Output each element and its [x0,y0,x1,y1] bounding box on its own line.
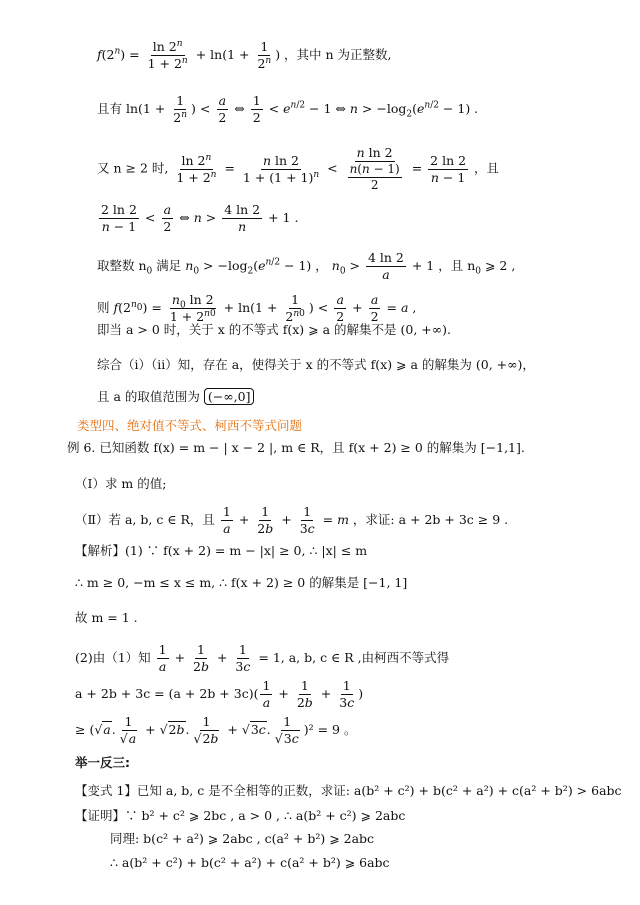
line-3-prefix: 又 n ≥ 2 时, [97,160,169,176]
solution-6: ≥ (√a. $\frac{1}{√a}$ + √2b. $\frac{1}{√2b}$ + √3c. $\frac{1}{√3c}$ )² = 9 。 [75,714,357,746]
solution-4-prefix: (2)由（1）知 [75,649,151,665]
formula-line-4: $\frac{2 \ln 2}{n - 1}$ < $\frac{a}{2}$ ⇔ n > $\frac{4 \ln 2}{n}$ + 1 . [101,202,299,234]
solution-6-prefix: ≥ ( [75,721,95,737]
line-5-prefix: 取整数 n [97,257,147,273]
solution-3: 故 m = 1 . [75,610,138,625]
proof-1: 【证明】∵ b² + c² ⩾ 2bc , a > 0 , ∴ a(b² + c²) ⩾ 2abc [75,808,406,823]
line-2-prefix: 且有 [97,100,123,116]
line-8: 综合（ⅰ）（ⅱ）知，存在 a，使得关于 x 的不等式 f(x) ⩾ a 的解集为 (0, +∞)， [97,357,535,372]
proof-3: ∴ a(b² + c²) + b(c² + a²) + c(a² + b²) ⩾ 6abc [110,855,390,870]
practice-heading: 举一反三: [75,755,130,770]
question-1: （Ⅰ）求 m 的值; [75,476,167,491]
solution-4-suffix: = 1, a, b, c ∈ R ,由柯西不等式得 [258,649,450,665]
line-5-end: ，且 n [438,257,476,273]
formula-line-2: 且有 ln(1 + $\frac{1}{2^n}$ ) < $\frac{a}{2}$ ⇔ $\frac{1}{2}$ < $e^{n/2} - 1$ ⇔ $n > -\log_2(e^{n/2} - 1)$ . [97,93,479,125]
interval-value: (−∞,0] [204,388,255,405]
formula-line-1: $f(2^n)$ = $\frac{\ln 2^n}{1 + 2^n}$ + ln(1 + $\frac{1}{2^n}$ ) ，其中 n 为正整数, [97,38,392,71]
formula-line-1-text: ，其中 n 为正整数, [284,46,392,62]
question-2-prefix: （Ⅱ）若 a, b, c ∈ R，且 [75,511,215,527]
line-3-suffix: ，且 [474,160,500,176]
formula-line-3: 又 n ≥ 2 时, $\frac{\ln 2^n}{1 + 2^n}$ = $\frac{\text{n ln 2}}{1 + (1 + 1)^n}$ < $\frac{\text{n ln 2}}{\frac{n(n - 1)}{2}}$ = $\frac{2 \ln 2}{n - 1}$ ，且 [97,145,500,192]
line-7: 即当 a > 0 时，关于 x 的不等式 f(x) ⩾ a 的解集不是 (0, +∞). [97,322,452,337]
proof-2: 同理: b(c² + a²) ⩾ 2abc , c(a² + b²) ⩾ 2abc [110,831,375,846]
section-title: 类型四、绝对值不等式、柯西不等式问题 [77,418,303,433]
line-5-mid: 满足 [156,257,182,273]
solution-1: 【解析】(1) ∵ f(x + 2) = m − |x| ≥ 0, ∴ |x| ≤ m [75,543,368,558]
question-2: （Ⅱ）若 a, b, c ∈ R，且 $\frac{1}{a}$ + $\frac{1}{2b}$ + $\frac{1}{3c}$ = m ，求证: a + 2b + 3c ≥ 9 . [75,504,509,536]
solution-5: a + 2b + 3c = (a + 2b + 3c)( $\frac{1}{a}$ + $\frac{1}{2b}$ + $\frac{1}{3c}$ ) [75,678,364,710]
line-9 [97,391,254,404]
question-2-suffix: ，求证: a + 2b + 3c ≥ 9 . [352,511,509,527]
formula-line-5: 取整数 $n_0$ 满足 $n_0 > -\log_2(e^{n/2} - 1)$ ， $n_0$ > $\frac{4 \ln 2}{a}$ + 1 ，且 $n_0$ ⩾ 2 , [97,250,516,282]
solution-5-prefix: a + 2b + 3c = (a + 2b + 3c)( [75,685,259,701]
solution-4: (2)由（1）知 $\frac{1}{a}$ + $\frac{1}{2b}$ + $\frac{1}{3c}$ = 1, a, b, c ∈ R ,由柯西不等式得 [75,642,450,674]
solution-2: ∴ m ≥ 0, −m ≤ x ≤ m, ∴ f(x + 2) ≥ 0 的解集是 [−1, 1] [75,575,408,590]
line-6-prefix: 则 [97,299,110,315]
formula-line-6: 则 $f(2^{n_0})$ = $\frac{n_0 \ln 2}{1 + 2^{n0}}$ + ln(1 + $\frac{1}{2^{n0}}$ ) < $\frac{a}{2}$ + $\frac{a}{2}$ = a , [97,292,417,324]
solution-5-suffix: ) [358,685,364,701]
line-9-prefix: 且 a 的取值范围为 [97,389,200,404]
example-6: 例 6. 已知函数 f(x) = m − | x − 2 |, m ∈ R，且 f(x + 2) ≥ 0 的解集为 [−1,1]. [67,440,525,455]
solution-6-suffix: )² = 9 。 [303,721,357,737]
variant-1: 【变式 1】已知 a, b, c 是不全相等的正数，求证: a(b² + c²) + b(c² + a²) + c(a² + b²) > 6abc [75,783,622,798]
